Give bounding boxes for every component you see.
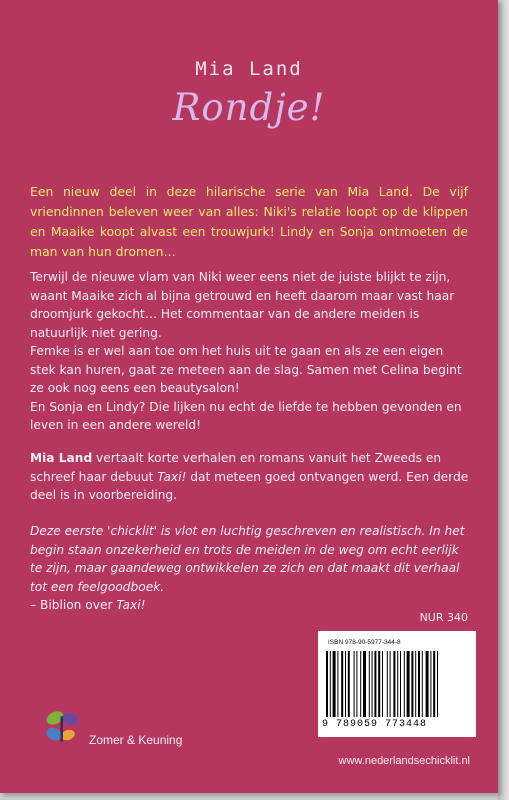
summary-text xyxy=(30,268,470,435)
barcode-icon xyxy=(324,651,470,721)
summary-paragraph: Femke is er wel aan toe om het huis uit te gaan en als ze een eigen stek kan huren, gaat ze meteen aan de slag. Samen met Celina begint ze ook nog eens een beautysalon! xyxy=(30,344,462,395)
quote-source-prefix: – Biblion over xyxy=(30,598,117,612)
quote-source xyxy=(30,596,470,615)
bio-text: vertaalt korte verhalen en romans vanuit het Zweeds en schreef haar debuut xyxy=(30,451,442,484)
review-quote xyxy=(30,522,470,615)
nur-code: NUR 340 xyxy=(419,611,468,624)
quote-source-book: Taxi! xyxy=(116,598,146,612)
website-url: www.nederlandsechicklit.nl xyxy=(338,755,470,767)
book-title: Rondje! xyxy=(172,86,326,129)
bio-author-name: Mia Land xyxy=(30,451,93,465)
publisher-logo xyxy=(40,706,230,750)
bio-text-end: dat meteen goed ontvangen werd. Een derde deel is in voorbereiding. xyxy=(30,469,469,502)
isbn-number: ISBN 978-90-5977-344-8 xyxy=(328,639,401,646)
author-bio xyxy=(30,449,470,505)
spine-shadow xyxy=(498,0,509,800)
author-name: Mia Land xyxy=(195,58,303,80)
summary-paragraph: Terwijl de nieuwe vlam van Niki weer eens niet de juiste blijkt te zijn, waant Maaike zich al bijna getrouwd en heeft daarom maar vast haar droomjurk gekocht… Het commentaar van de andere meiden is natuurlijk niet gering. xyxy=(30,270,455,340)
summary-paragraph: En Sonja en Lindy? Die lijken nu echt de liefde te hebben gevonden en leven in een andere wereld! xyxy=(30,399,462,432)
bio-book-title: Taxi! xyxy=(157,469,187,484)
quote-text: Deze eerste 'chicklit' is vlot en luchtig geschreven en realistisch. In het begin staan onzekerheid en trots de meiden in de weg om echt eerlijk te zijn, maar gaandeweg ontwikkelen ze zich en dat maakt dit verhaal tot een feelgoodboek. xyxy=(30,524,465,594)
barcode-digits: 9 789059 773448 xyxy=(322,719,428,730)
butterfly-logo-icon xyxy=(40,706,84,750)
publisher-name: Zomer & Keuning xyxy=(89,733,183,747)
barcode-panel xyxy=(318,631,476,737)
teaser-text: Een nieuw deel in deze hilarische serie van Mia Land. De vijf vriendinnen beleven weer van alles: Niki's relatie loopt op de klippen en Maaike koopt alvast een trouwjurk! Lindy en Sonja ontmoeten de man van hun dromen… xyxy=(30,184,468,259)
